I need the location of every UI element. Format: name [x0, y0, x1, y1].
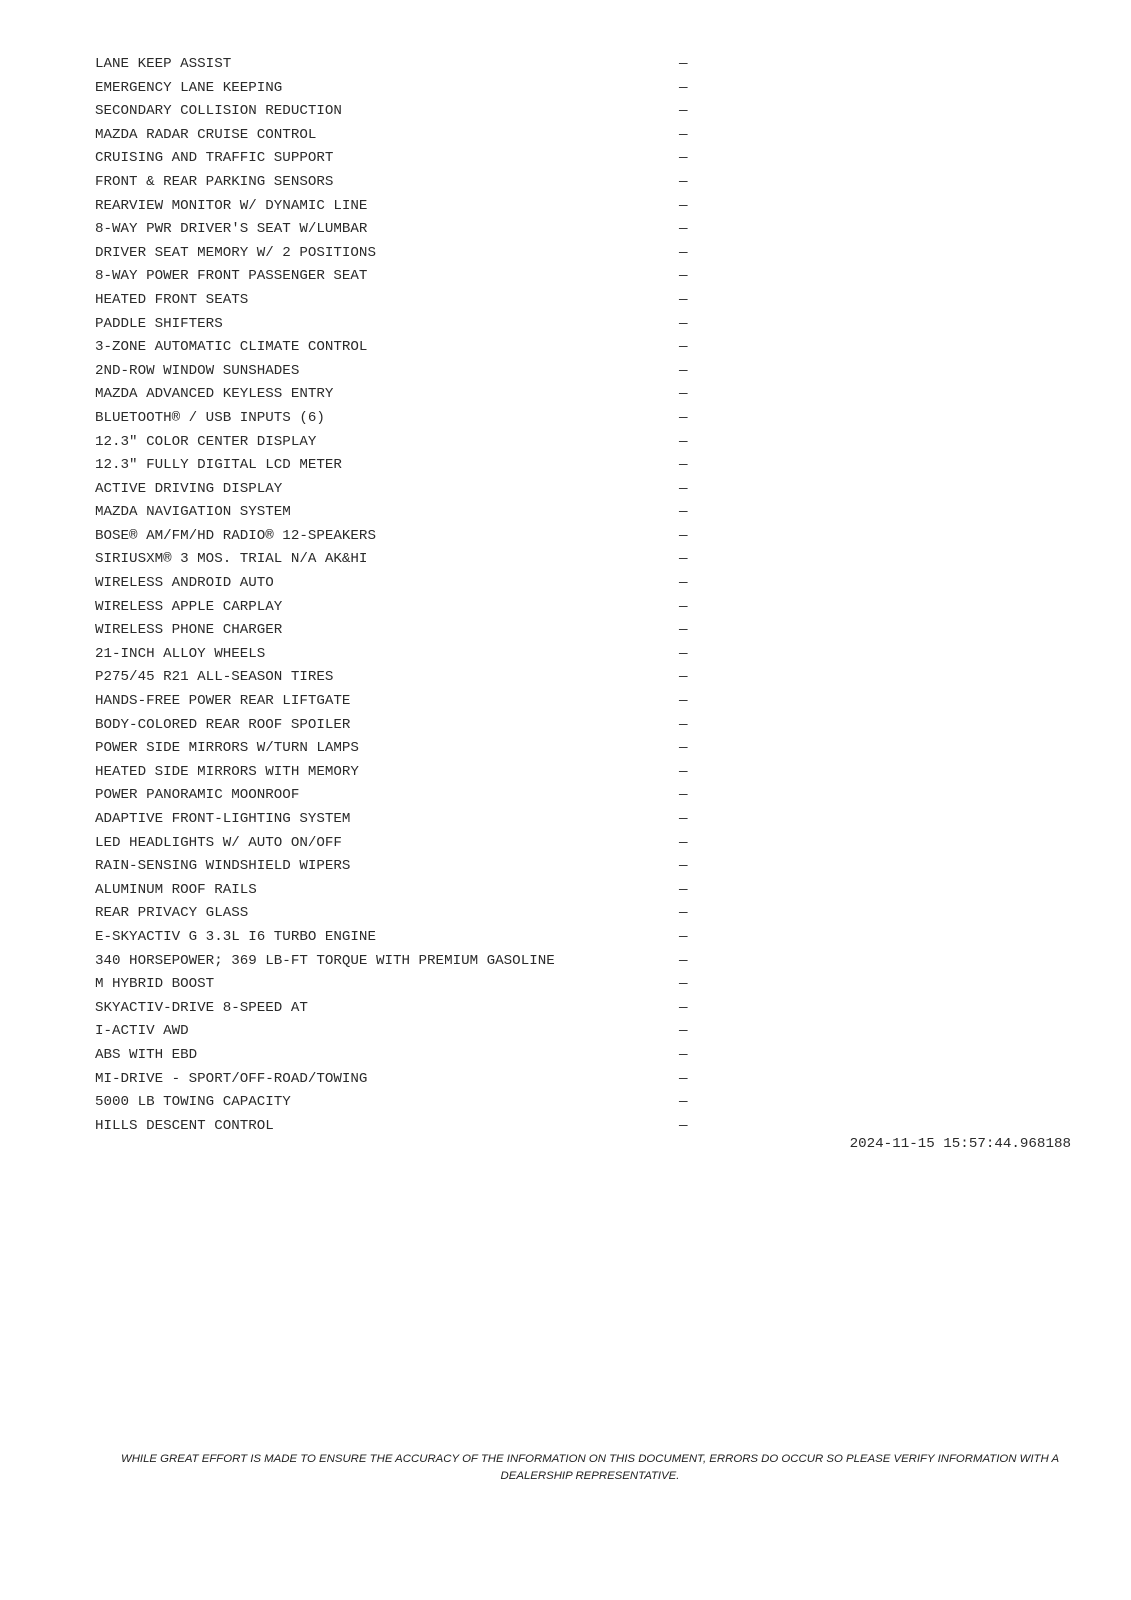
feature-value: —	[679, 409, 688, 426]
feature-value: —	[679, 103, 688, 120]
feature-row	[95, 501, 715, 525]
feature-label: 12.3" FULLY DIGITAL LCD METER	[95, 457, 342, 474]
feature-row	[95, 1115, 715, 1139]
feature-value: —	[679, 197, 688, 214]
feature-label: 21-INCH ALLOY WHEELS	[95, 645, 266, 662]
feature-value: —	[679, 362, 688, 379]
feature-label: WIRELESS APPLE CARPLAY	[95, 598, 283, 615]
feature-value: —	[679, 1117, 688, 1134]
feature-label: I-ACTIV AWD	[95, 1023, 189, 1040]
feature-row	[95, 572, 715, 596]
feature-row	[95, 478, 715, 502]
feature-label: REARVIEW MONITOR W/ DYNAMIC LINE	[95, 197, 368, 214]
feature-row	[95, 997, 715, 1021]
feature-value: —	[679, 905, 688, 922]
feature-row	[95, 973, 715, 997]
feature-label: RAIN-SENSING WINDSHIELD WIPERS	[95, 858, 351, 875]
feature-row	[95, 832, 715, 856]
feature-row	[95, 124, 715, 148]
feature-label: MAZDA NAVIGATION SYSTEM	[95, 504, 291, 521]
feature-row	[95, 1068, 715, 1092]
feature-row	[95, 407, 715, 431]
feature-value: —	[679, 504, 688, 521]
feature-row	[95, 53, 715, 77]
feature-row	[95, 218, 715, 242]
feature-label: ADAPTIVE FRONT-LIGHTING SYSTEM	[95, 811, 351, 827]
feature-value: —	[679, 1023, 688, 1040]
feature-value: —	[679, 811, 688, 827]
feature-label: DRIVER SEAT MEMORY W/ 2 POSITIONS	[95, 244, 376, 261]
feature-label: P275/45 R21 ALL-SEASON TIRES	[95, 669, 334, 686]
feature-label: 8-WAY PWR DRIVER'S SEAT W/LUMBAR	[95, 221, 368, 238]
feature-row	[95, 619, 715, 643]
feature-value: —	[679, 291, 688, 308]
feature-label: MAZDA RADAR CRUISE CONTROL	[95, 126, 317, 143]
feature-label: LANE KEEP ASSIST	[95, 56, 232, 72]
feature-row	[95, 596, 715, 620]
feature-row	[95, 195, 715, 219]
feature-label: 2ND-ROW WINDOW SUNSHADES	[95, 362, 300, 379]
feature-row	[95, 879, 715, 903]
feature-value: —	[679, 716, 688, 733]
feature-row	[95, 289, 715, 313]
feature-row	[95, 902, 715, 926]
feature-value: —	[679, 268, 688, 285]
feature-row	[95, 77, 715, 101]
feature-label: SIRIUSXM® 3 MOS. TRIAL N/A AK&HI	[95, 551, 368, 568]
feature-value: —	[679, 952, 688, 969]
feature-label: MAZDA ADVANCED KEYLESS ENTRY	[95, 386, 334, 403]
feature-value: —	[679, 433, 688, 450]
feature-row	[95, 690, 715, 714]
feature-value: —	[679, 126, 688, 143]
feature-label: ACTIVE DRIVING DISPLAY	[95, 480, 283, 497]
feature-label: SKYACTIV-DRIVE 8-SPEED AT	[95, 999, 308, 1016]
feature-row	[95, 100, 715, 124]
feature-value: —	[679, 339, 688, 356]
feature-value: —	[679, 1046, 688, 1063]
feature-value: —	[679, 787, 688, 804]
feature-label: REAR PRIVACY GLASS	[95, 905, 249, 922]
feature-label: CRUISING AND TRAFFIC SUPPORT	[95, 150, 334, 167]
feature-value: —	[679, 858, 688, 875]
feature-row	[95, 431, 715, 455]
feature-row	[95, 548, 715, 572]
feature-label: 340 HORSEPOWER; 369 LB-FT TORQUE WITH PREMIUM GASOLINE	[95, 952, 555, 969]
feature-label: BODY-COLORED REAR ROOF SPOILER	[95, 716, 351, 733]
feature-value: —	[679, 56, 688, 72]
feature-list	[95, 53, 715, 1138]
feature-label: BOSE® AM/FM/HD RADIO® 12-SPEAKERS	[95, 527, 376, 544]
feature-value: —	[679, 79, 688, 96]
feature-label: POWER PANORAMIC MOONROOF	[95, 787, 300, 804]
feature-label: 8-WAY POWER FRONT PASSENGER SEAT	[95, 268, 368, 285]
feature-label: ALUMINUM ROOF RAILS	[95, 881, 257, 898]
feature-value: —	[679, 834, 688, 851]
feature-label: HEATED SIDE MIRRORS WITH MEMORY	[95, 763, 359, 780]
feature-label: WIRELESS PHONE CHARGER	[95, 622, 283, 639]
feature-value: —	[679, 244, 688, 261]
feature-label: E-SKYACTIV G 3.3L I6 TURBO ENGINE	[95, 928, 376, 945]
feature-row	[95, 666, 715, 690]
feature-value: —	[679, 386, 688, 403]
feature-row	[95, 525, 715, 549]
feature-value: —	[679, 645, 688, 662]
feature-row	[95, 171, 715, 195]
feature-row	[95, 313, 715, 337]
feature-row	[95, 454, 715, 478]
feature-row	[95, 926, 715, 950]
feature-value: —	[679, 976, 688, 993]
feature-value: —	[679, 551, 688, 568]
feature-value: —	[679, 575, 688, 592]
feature-label: HEATED FRONT SEATS	[95, 291, 249, 308]
feature-label: ABS WITH EBD	[95, 1046, 198, 1063]
feature-value: —	[679, 457, 688, 474]
feature-label: FRONT & REAR PARKING SENSORS	[95, 173, 334, 190]
feature-value: —	[679, 150, 688, 167]
feature-row	[95, 784, 715, 808]
feature-value: —	[679, 173, 688, 190]
feature-row	[95, 714, 715, 738]
feature-row	[95, 643, 715, 667]
feature-label: EMERGENCY LANE KEEPING	[95, 79, 283, 96]
feature-row	[95, 360, 715, 384]
feature-label: WIRELESS ANDROID AUTO	[95, 575, 274, 592]
feature-value: —	[679, 315, 688, 332]
feature-value: —	[679, 480, 688, 497]
feature-value: —	[679, 622, 688, 639]
feature-label: SECONDARY COLLISION REDUCTION	[95, 103, 342, 120]
feature-row	[95, 950, 715, 974]
feature-label: MI-DRIVE - SPORT/OFF-ROAD/TOWING	[95, 1070, 368, 1087]
feature-value: —	[679, 669, 688, 686]
feature-row	[95, 808, 715, 832]
feature-value: —	[679, 763, 688, 780]
feature-row	[95, 147, 715, 171]
feature-row	[95, 265, 715, 289]
feature-row	[95, 1091, 715, 1115]
feature-row	[95, 1044, 715, 1068]
feature-row	[95, 336, 715, 360]
feature-label: 3-ZONE AUTOMATIC CLIMATE CONTROL	[95, 339, 368, 356]
feature-label: PADDLE SHIFTERS	[95, 315, 223, 332]
feature-value: —	[679, 1070, 688, 1087]
feature-value: —	[679, 881, 688, 898]
feature-value: —	[679, 693, 688, 710]
feature-label: HANDS-FREE POWER REAR LIFTGATE	[95, 693, 351, 710]
feature-row	[95, 383, 715, 407]
feature-row	[95, 761, 715, 785]
feature-value: —	[679, 999, 688, 1016]
feature-label: 12.3" COLOR CENTER DISPLAY	[95, 433, 317, 450]
timestamp: 2024-11-15 15:57:44.968188	[849, 1136, 1071, 1152]
feature-value: —	[679, 740, 688, 757]
feature-row	[95, 242, 715, 266]
feature-label: 5000 LB TOWING CAPACITY	[95, 1094, 291, 1111]
disclaimer: WHILE GREAT EFFORT IS MADE TO ENSURE THE ACCURACY OF THE INFORMATION ON THIS DOCUMENT, ERRORS DO OCCUR SO PLEASE VERIFY INFORMATION WITH A DEALERSHIP REPRESENTATIVE.	[120, 1453, 1060, 1482]
feature-label: HILLS DESCENT CONTROL	[95, 1117, 274, 1134]
feature-value: —	[679, 527, 688, 544]
feature-label: M HYBRID BOOST	[95, 976, 215, 993]
feature-row	[95, 737, 715, 761]
feature-value: —	[679, 221, 688, 238]
feature-label: BLUETOOTH® / USB INPUTS (6)	[95, 409, 325, 426]
feature-value: —	[679, 928, 688, 945]
feature-row	[95, 1020, 715, 1044]
feature-value: —	[679, 598, 688, 615]
feature-label: POWER SIDE MIRRORS W/TURN LAMPS	[95, 740, 359, 757]
feature-value: —	[679, 1094, 688, 1111]
feature-row	[95, 855, 715, 879]
feature-label: LED HEADLIGHTS W/ AUTO ON/OFF	[95, 834, 342, 851]
